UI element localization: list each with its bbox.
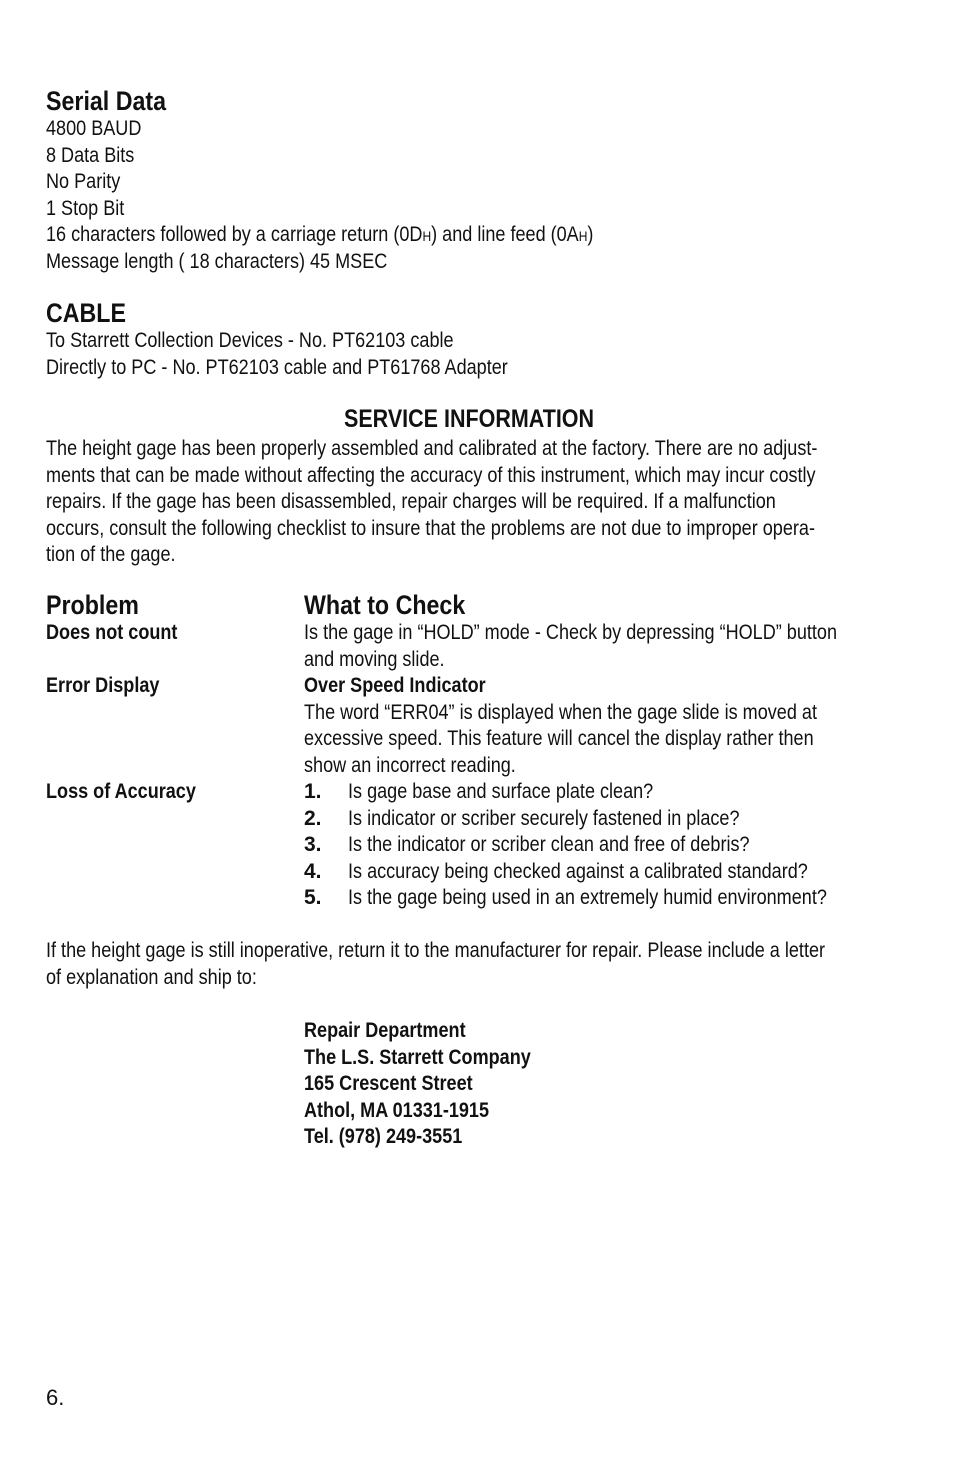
problem-loss-of-accuracy: Loss of Accuracy [46, 780, 196, 803]
over-speed-title: Over Speed Indicator [304, 674, 486, 697]
checklist-item: 2. Is indicator or scriber securely fastened in place? [304, 806, 740, 830]
serial-data-section [46, 86, 683, 275]
repair-address [304, 1018, 568, 1151]
check-does-not-count: Is the gage in “HOLD” mode - Check by depressing “HOLD” button and moving slide. [304, 621, 838, 671]
serial-message-length: Message length ( 18 characters) 45 MSEC [46, 249, 388, 273]
closing-paragraph: If the height gage is still inoperative, return it to the manufacturer for repair. Please include a letter of explanation and ship to: [46, 939, 826, 989]
address-line: Tel. (978) 249-3551 [304, 1125, 463, 1148]
serial-char-line: 16 characters followed by a carriage return (0DH) and line feed (0AH) [46, 223, 594, 246]
cable-section [46, 298, 583, 381]
serial-data-heading: Serial Data [46, 86, 167, 116]
checklist-item: 4. Is accuracy being checked against a calibrated standard? [304, 859, 808, 883]
address-line: Athol, MA 01331-1915 [304, 1098, 490, 1122]
check-column-header: What to Check [304, 590, 466, 620]
checklist-item: 3. Is the indicator or scriber clean and free of debris? [304, 833, 750, 856]
serial-line: 8 Data Bits [46, 143, 135, 167]
cable-heading: CABLE [46, 298, 126, 328]
address-line: The L.S. Starrett Company [304, 1045, 531, 1069]
accuracy-checklist [304, 779, 905, 912]
paragraph-line: repairs. If the gage has been disassembled, repair charges will be required. If a malfunction [46, 490, 776, 513]
problem-does-not-count: Does not count [46, 621, 178, 644]
checklist-item: 1. Is gage base and surface plate clean? [304, 780, 654, 803]
cable-line: Directly to PC - No. PT62103 cable and PT61768 Adapter [46, 355, 508, 379]
page-number: 6. [46, 1385, 65, 1410]
serial-line: 4800 BAUD [46, 117, 142, 140]
service-heading: SERVICE INFORMATION [344, 405, 595, 433]
paragraph-line: tion of the gage. [46, 543, 176, 566]
address-line: Repair Department [304, 1019, 466, 1042]
service-heading-wrap [344, 404, 635, 434]
problem-error-display: Error Display [46, 674, 160, 697]
cable-line: To Starrett Collection Devices - No. PT62103 cable [46, 329, 454, 352]
serial-line: 1 Stop Bit [46, 196, 125, 220]
serial-line: No Parity [46, 170, 121, 193]
paragraph-line: ments that can be made without affecting the accuracy of this instrument, which may incur costly [46, 463, 816, 487]
checklist-item: 5. Is the gage being used in an extremely humid environment? [304, 886, 827, 909]
problem-column-header: Problem [46, 590, 139, 620]
paragraph-line: The height gage has been properly assembled and calibrated at the factory. There are no adjust- [46, 437, 818, 460]
service-paragraph [46, 436, 943, 569]
address-line: 165 Crescent Street [304, 1072, 473, 1095]
check-error-display: Over Speed Indicator The word “ERR04” is displayed when the gage slide is moved at excessive speed. This feature will cancel the display rather then show an incorrect reading. [304, 674, 817, 777]
paragraph-line: occurs, consult the following checklist to insure that the problems are not due to improper opera- [46, 516, 815, 540]
